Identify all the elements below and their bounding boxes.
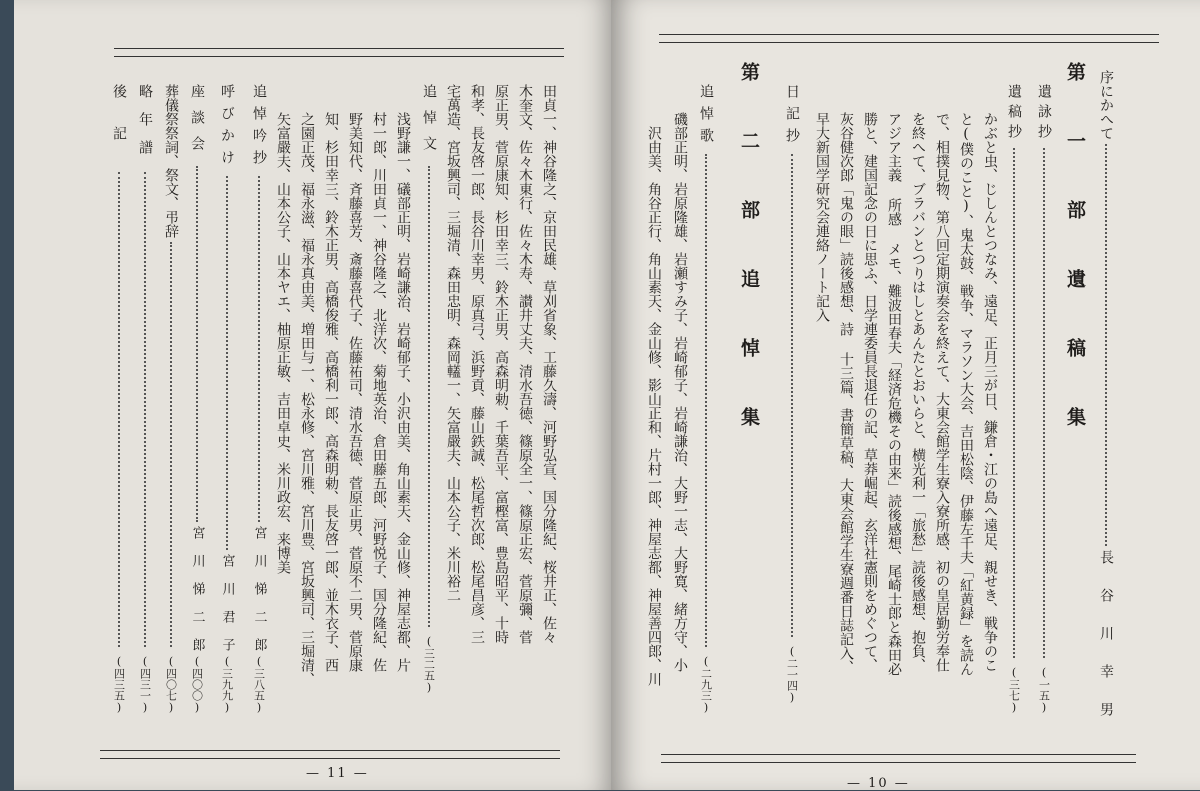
- manuscript-list-line: 早大新国学研究会連絡ノート記入: [814, 112, 830, 322]
- toc-entry-eulogy: [422, 84, 436, 694]
- toc-entry-roundtable: [190, 84, 204, 714]
- toc-page-number: (四三五): [112, 655, 126, 714]
- dot-leader: [226, 176, 229, 550]
- toc-page-number: (四〇〇): [190, 655, 204, 714]
- toc-entry-poems: [1037, 84, 1051, 714]
- dot-leader: [705, 154, 708, 647]
- part-heading: 第 一 部 遺 稿 集: [1064, 62, 1086, 440]
- toc-author: 宮 川 悌 二 郎: [251, 526, 267, 651]
- toc-author: 宮 川 悌 二 郎: [189, 526, 205, 651]
- dot-leader: [196, 166, 199, 522]
- manuscript-list-line: 灰谷健次郎「鬼の眼」読後感想、詩 十三篇、書簡草稿、大東会館学生寮週番日誌記入、: [838, 112, 854, 674]
- toc-page-number: (三九九): [220, 655, 234, 714]
- toc-title: 遺詠抄: [1036, 84, 1052, 144]
- contributor-line: 之園正茂、福永滋、福永真由美、増田与一、松永修、宮川雅、宮川豊、宮坂興司、三堀清、: [299, 112, 315, 686]
- toc-title: 追悼文: [421, 84, 437, 162]
- contributor-line: 原正男、菅原康知、杉田幸三、鈴木正男、高森明勅、千葉吾平、富樫富、豊島昭平、十時: [493, 84, 509, 644]
- toc-entry-funeral-addresses: [164, 84, 178, 714]
- toc-title: 呼びかけ: [219, 84, 235, 172]
- toc-entry-manuscripts: [1007, 84, 1021, 714]
- bottom-rule: [100, 750, 560, 759]
- dot-leader: [428, 166, 431, 627]
- toc-title: 追悼歌: [698, 84, 714, 150]
- dot-leader: [118, 172, 121, 647]
- contributor-line: 沢由美、角谷正行、角山素天、金山修、影山正和、片村一郎、神屋志都、神屋善四郎、川: [646, 126, 662, 686]
- contributor-line: 野美知代、斉藤喜芳、斎藤喜代子、佐藤祐司、清水吾徳、菅原正男、菅原不二男、菅原康: [347, 112, 363, 672]
- contributor-line: 村一郎、川田貞一、神谷隆之、北洋次、菊地英治、倉田藤五郎、河野悦子、国分隆紀、佐: [371, 112, 387, 672]
- toc-title: 日記抄: [784, 84, 800, 150]
- dot-leader: [1013, 148, 1016, 658]
- toc-entry-preface: [1099, 70, 1113, 720]
- contributor-line: 田貞一、神谷隆之、京田民雄、草刈省象、工藤久濤、河野弘宣、国分隆紀、桜井正、佐々: [541, 84, 557, 644]
- manuscript-list-line: を終へて、ブラバンとつりはしとあんたとおいらと、横光利一「旅愁」読後感想、抱負、: [910, 112, 926, 672]
- left-page: [14, 0, 611, 790]
- toc-entry-memorial-songs: [699, 84, 713, 714]
- manuscript-list-line: アジア主義 所感 メモ、難波田春夫「経済危機その由来」読後感想、尾崎士郎と森田必: [886, 112, 902, 676]
- dot-leader: [144, 172, 147, 647]
- contributor-line: 磯部正明、岩原隆雄、岩瀬すみ子、岩崎郁子、岩崎謙治、大野一志、大野寛、緒方守、小: [672, 112, 688, 672]
- toc-entry-afterword: [112, 84, 126, 714]
- toc-page-number: (三七): [1007, 666, 1021, 714]
- dot-leader: [1105, 144, 1108, 546]
- toc-page-number: (四〇七): [164, 655, 178, 714]
- toc-title: 略年譜: [137, 84, 153, 168]
- top-rule: [114, 48, 564, 57]
- contributor-line: 木奎文、佐々木東行、佐々木寿、讃井丈夫、清水吾徳、篠原全一、篠原正宏、菅原彌、菅: [517, 84, 533, 644]
- toc-title: 序にかへて: [1098, 70, 1114, 140]
- toc-page-number: (三八五): [252, 655, 266, 714]
- toc-entry-appeal: [220, 84, 234, 714]
- toc-page-number: (二一四): [785, 645, 799, 704]
- toc-page-number: (三二五): [422, 635, 436, 694]
- toc-page-number: (一五): [1037, 666, 1051, 714]
- dot-leader: [170, 242, 173, 647]
- part-heading: 第 二 部 追 悼 集: [738, 62, 760, 440]
- contributor-line: 知、杉田幸三、鈴木正男、高橋俊雅、高橋利一郎、高森明勅、長友啓一郎、並木衣子、西: [323, 112, 339, 672]
- bottom-rule: [661, 754, 1136, 763]
- toc-page-number: (二九三): [699, 655, 713, 714]
- toc-page-number: (四三一): [138, 655, 152, 714]
- toc-title: 後記: [111, 84, 127, 168]
- page-number: — 11 —: [306, 766, 369, 781]
- manuscript-list-line: と(僕のこと)、鬼太鼓、戦争、マラソン大会、吉田松陰、伊藤左千夫「紅黄録」を読ん: [958, 112, 974, 676]
- toc-title: 葬儀祭祭詞、祭文、弔辞: [163, 84, 179, 238]
- toc-entry-diary: [785, 84, 799, 704]
- contributor-line: 矢富嚴夫、山本公子、山本ヤエ、柚原正敏、吉田卓史、米川政宏、来博美: [275, 112, 291, 574]
- top-rule: [659, 34, 1159, 43]
- toc-title: 遺稿抄: [1006, 84, 1022, 144]
- dot-leader: [258, 176, 261, 522]
- manuscript-list-line: で、相撲見物、第八回定期演奏会を終えて、大東会館学生寮入寮所感、初の皇居勤労奉仕: [934, 112, 950, 672]
- manuscript-list-line: かぶと虫、じしんとつなみ、遠足、正月三が日、鎌倉・江の島へ遠足、親せき、戦争のこ: [982, 112, 998, 672]
- contributor-line: 和孝、長友啓一郎、長谷川幸男、原真弓、浜野貢、藤山鉄誠、松尾哲次郎、松尾昌彦、三: [469, 84, 485, 644]
- right-page: [611, 0, 1200, 790]
- toc-author: 長 谷 川 幸 男: [1098, 550, 1114, 720]
- page-number: — 10 —: [847, 776, 910, 791]
- toc-entry-chronology: [138, 84, 152, 714]
- contributor-line: 浅野謙一、礒部正明、岩崎謙治、岩崎郁子、小沢由美、角山素天、金山修、神屋志都、片: [395, 112, 411, 672]
- dot-leader: [791, 154, 794, 637]
- toc-author: 宮 川 君 子: [219, 554, 235, 651]
- toc-title: 追悼吟抄: [251, 84, 267, 172]
- dot-leader: [1043, 148, 1046, 658]
- toc-title: 座談会: [189, 84, 205, 162]
- manuscript-list-line: 勝と、建国記念の日に思ふ、日学連委員長退任の記、草莽崛起、玄洋社憲則をめぐつて、: [862, 112, 878, 672]
- toc-entry-memorial-poems: [252, 84, 266, 714]
- contributor-line: 宅萬造、宮坂興司、三堀清、森田忠明、森岡䡷一、矢富嚴夫、山本公子、米川裕二: [445, 84, 461, 602]
